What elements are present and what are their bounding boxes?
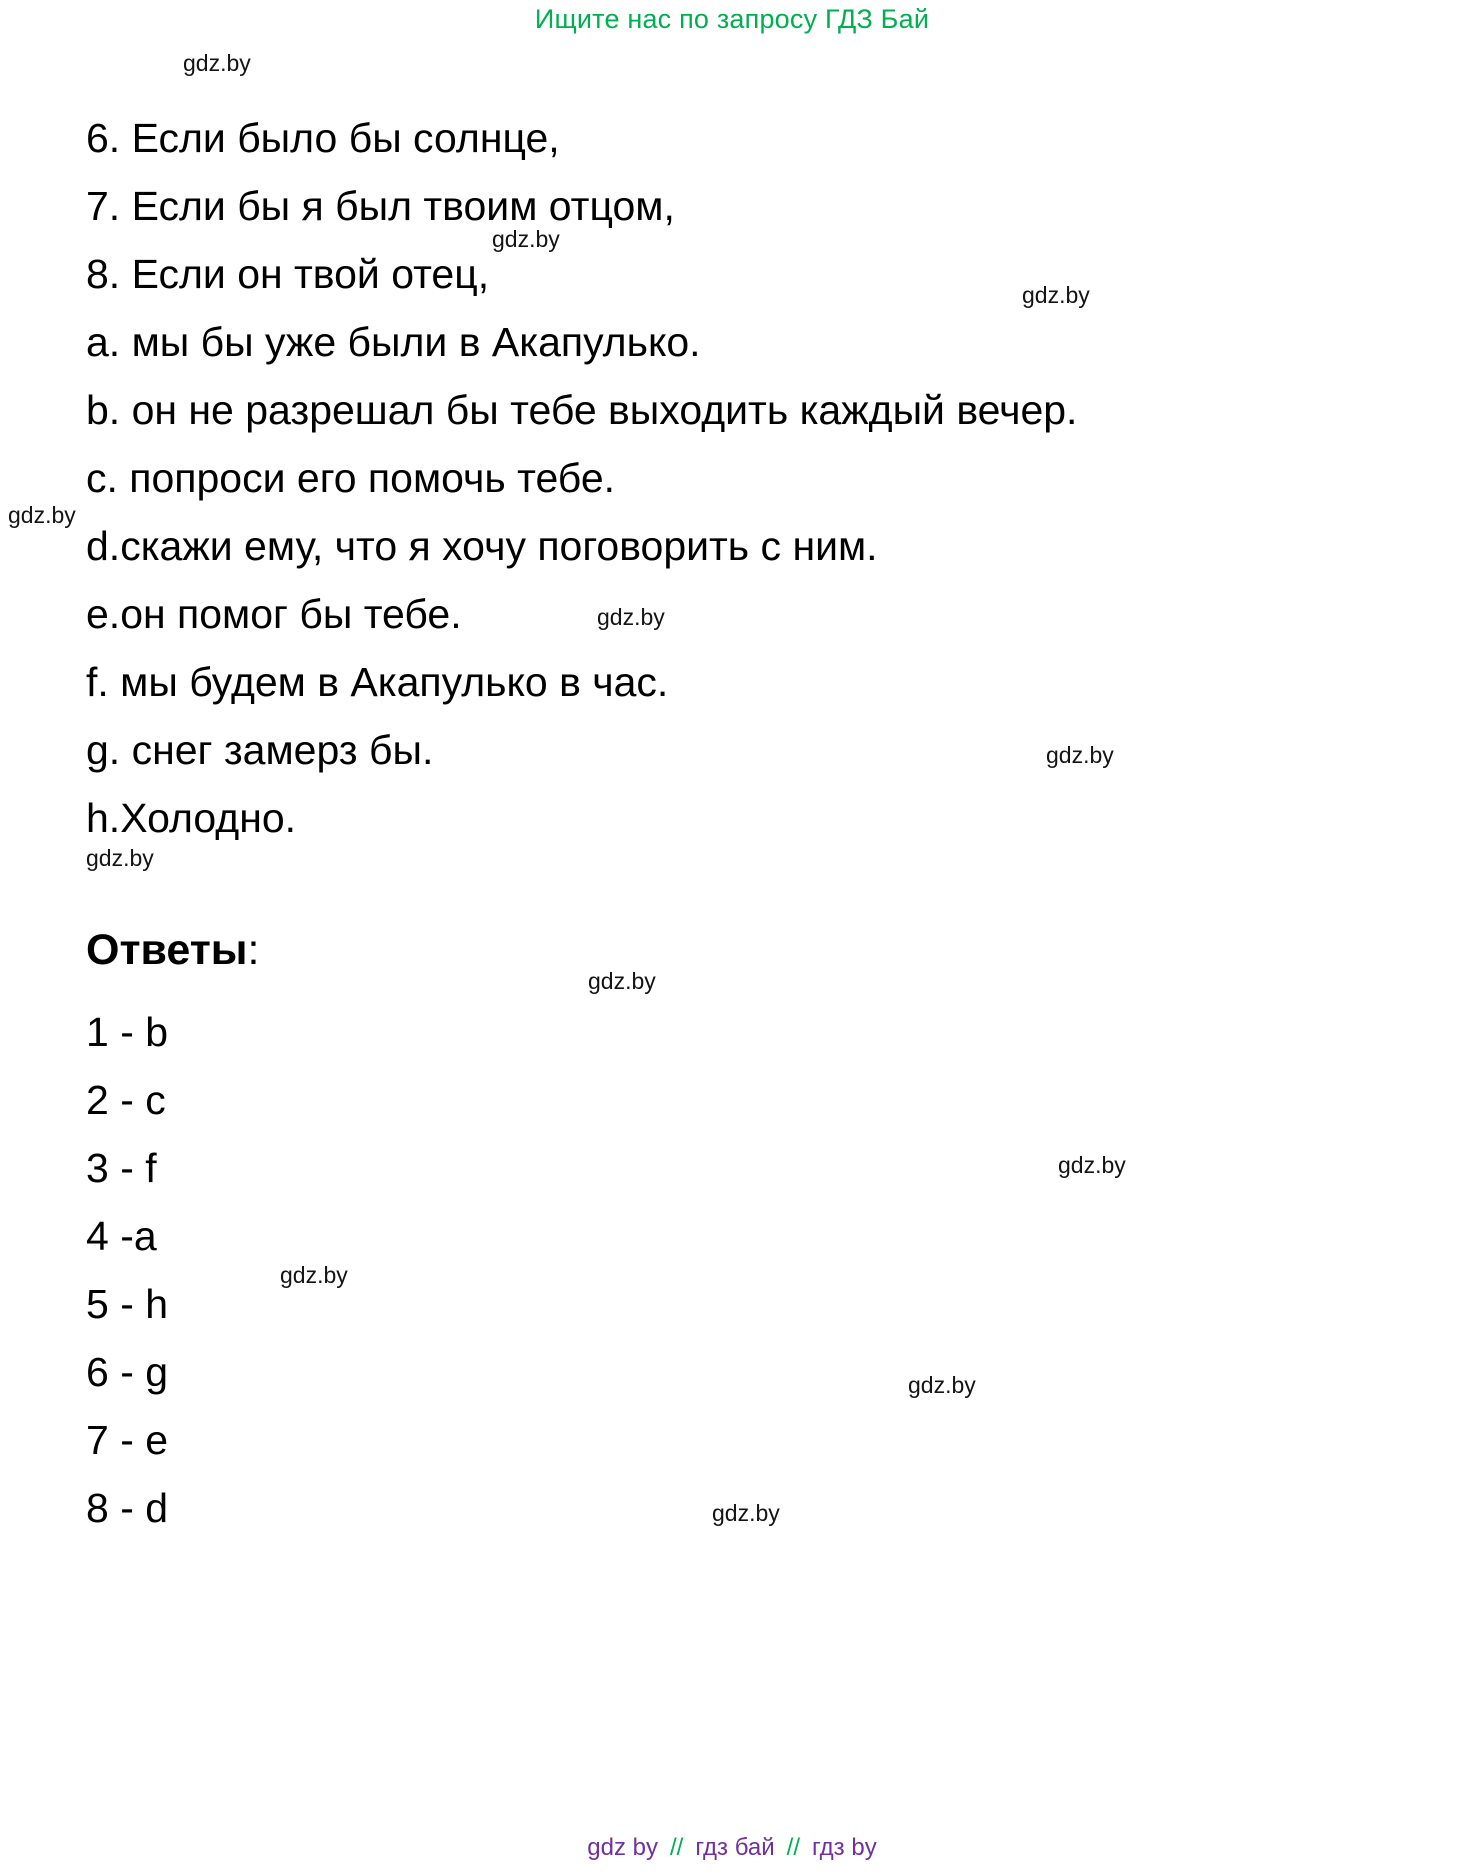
watermark-gdzby: gdz.by: [183, 50, 251, 76]
answer-item: 3 - f: [86, 1145, 157, 1191]
watermark-gdzby: gdz.by: [908, 1372, 976, 1398]
footer-brand-text: gdz by: [587, 1834, 658, 1861]
watermark-gdzby: gdz.by: [588, 968, 656, 994]
watermark-gdzby: gdz.by: [492, 226, 560, 252]
watermark-gdzby: gdz.by: [280, 1262, 348, 1288]
exercise-item: g. снег замерз бы.: [86, 727, 434, 773]
exercise-item: b. он не разрешал бы тебе выходить каждый вечер.: [86, 387, 1078, 433]
footer-brand-line: [0, 1834, 1464, 1862]
footer-separator: //: [670, 1834, 684, 1861]
watermark-gdzby: gdz.by: [1046, 742, 1114, 768]
answer-item: 7 - e: [86, 1417, 169, 1463]
watermark-gdzby: gdz.by: [1022, 282, 1090, 308]
answer-item: 8 - d: [86, 1485, 169, 1531]
exercise-list: [86, 104, 1444, 852]
exercise-item: e.он помог бы тебе.: [86, 591, 462, 637]
answers-heading-word: Ответы: [86, 926, 248, 974]
answers-heading-colon: :: [247, 926, 260, 974]
exercise-item: f. мы будем в Акапулько в час.: [86, 659, 669, 705]
watermark-gdzby: gdz.by: [1058, 1152, 1126, 1178]
answer-item: 6 - g: [86, 1349, 169, 1395]
exercise-item: 8. Если он твой отец,: [86, 251, 490, 297]
answer-item: 4 -a: [86, 1213, 157, 1259]
answer-item: 1 - b: [86, 1009, 169, 1055]
exercise-item: a. мы бы уже были в Акапулько.: [86, 319, 701, 365]
exercise-item: 6. Если было бы солнце,: [86, 115, 560, 161]
exercise-item: 7. Если бы я был твоим отцом,: [86, 183, 675, 229]
answers-list: [86, 998, 168, 1542]
watermark-gdzby: gdz.by: [597, 604, 665, 630]
promo-header-text: Ищите нас по запросу ГДЗ Бай: [534, 4, 930, 34]
watermark-gdzby: gdz.by: [712, 1500, 780, 1526]
exercise-item: h.Холодно.: [86, 795, 297, 841]
watermark-gdzby: gdz.by: [86, 845, 154, 871]
footer-brand-text: гдз by: [812, 1834, 877, 1861]
answer-item: 2 - c: [86, 1077, 166, 1123]
watermark-gdzby: gdz.by: [8, 502, 76, 528]
footer-brand-text: гдз бай: [695, 1834, 775, 1861]
answers-heading: [86, 926, 259, 975]
answer-item: 5 - h: [86, 1281, 169, 1327]
exercise-item: c. попроси его помочь тебе.: [86, 455, 616, 501]
exercise-item: d.скажи ему, что я хочу поговорить с ним.: [86, 523, 878, 569]
footer-separator: //: [786, 1834, 800, 1861]
